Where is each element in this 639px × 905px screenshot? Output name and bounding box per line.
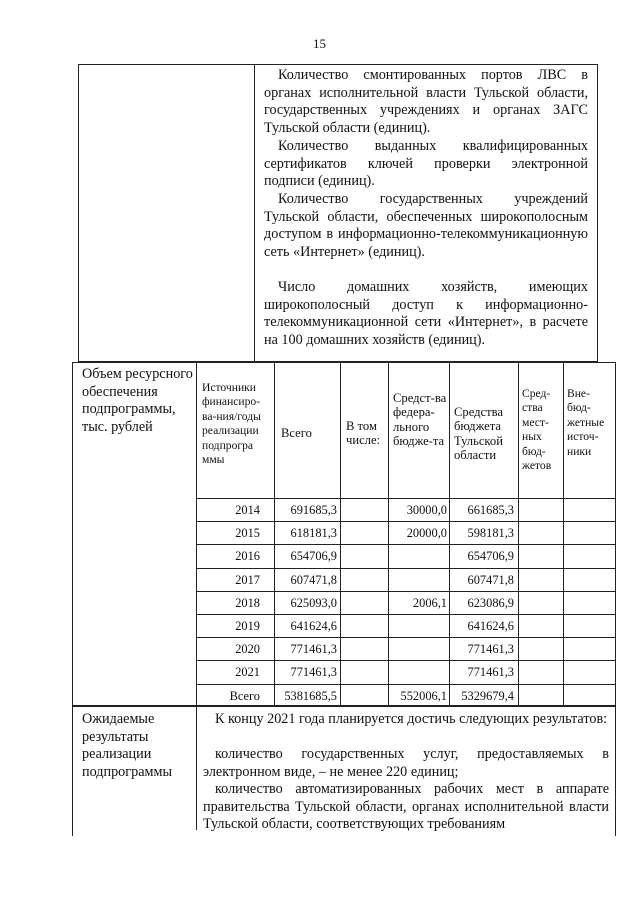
funding-cell-total: 625093,0: [290, 595, 337, 610]
funding-cell-total: 691685,3: [290, 503, 337, 517]
funding-cell-year: Всего: [229, 688, 260, 703]
header-incl: В том числе:: [346, 419, 381, 448]
funding-cell-regional: 771461,3: [467, 665, 514, 680]
table-row-line: [196, 568, 616, 569]
funding-cell-regional: 654706,9: [467, 549, 514, 564]
funding-label: Объем ресурсного обеспечения подпрограммы, тыс. рублей: [82, 366, 193, 435]
funding-cell-year: 2020: [235, 642, 260, 657]
table-row-line: [196, 660, 616, 661]
results-divider: [196, 706, 197, 830]
funding-cell-federal: 2006,1: [412, 595, 447, 610]
results-intro: К концу 2021 года планируется достичь следующих результатов:: [215, 711, 608, 727]
results-label: Ожидаемые результаты реализации подпрограммы: [82, 711, 172, 780]
table-row-line: [196, 614, 616, 615]
funding-cell-total: 607471,8: [290, 572, 337, 587]
funding-cell-regional: 641624,6: [467, 619, 514, 633]
funding-cell-year: 2014: [235, 503, 260, 517]
funding-cell-federal: 552006,1: [400, 688, 447, 703]
table-row-line: [196, 684, 616, 685]
header-extra: Вне-бюд-жетные источ-ники: [567, 387, 605, 458]
indicator-households: Число домашних хозяйств, имеющих широкополосный доступ к информационно-телекоммуникационной сети «Интернет», в расчете на 100 домашних хозяйств (единиц).: [264, 279, 588, 348]
table-row-line: [196, 591, 616, 592]
funding-cell-year: 2017: [235, 572, 260, 587]
table-row-line: [196, 637, 616, 638]
results-services: количество государственных услуг, предоставляемых в электронном виде, – не менее 220 единиц;: [203, 746, 609, 780]
table-column-line: [340, 362, 341, 706]
header-total: Всего: [281, 426, 312, 440]
page-number: 15: [313, 36, 326, 51]
table-column-line: [563, 362, 564, 706]
funding-cell-regional: 771461,3: [467, 642, 514, 657]
funding-cell-total: 771461,3: [290, 665, 337, 680]
funding-cell-total: 641624,6: [290, 619, 337, 633]
funding-cell-regional: 661685,3: [467, 503, 514, 517]
indicators-divider: [254, 64, 255, 362]
header-federal: Средст-ва федера-льного бюдже-та: [393, 391, 447, 449]
funding-cell-federal: 20000,0: [406, 526, 447, 541]
table-row-line: [196, 544, 616, 545]
header-source: Источники финансиро-ва-ния/годы реализации подпрогра ммы: [202, 381, 261, 467]
funding-cell-total: 654706,9: [290, 549, 337, 564]
funding-cell-year: 2015: [235, 526, 260, 541]
funding-cell-total: 771461,3: [290, 642, 337, 657]
indicator-certificates: Количество выданных квалифицированных сертификатов ключей проверки электронной подписи (единиц).: [264, 138, 588, 190]
funding-cell-federal: 30000,0: [406, 503, 447, 517]
table-row-line: [196, 521, 616, 522]
funding-cell-year: 2016: [235, 549, 260, 564]
funding-cell-year: 2019: [235, 619, 260, 633]
table-column-line: [518, 362, 519, 706]
funding-cell-regional: 5329679,4: [461, 688, 514, 703]
funding-cell-total: 618181,3: [290, 526, 337, 541]
header-local: Сред-ства мест-ных бюд-жетов: [522, 387, 552, 473]
header-regional: Средства бюджета Тульской области: [454, 405, 503, 463]
funding-cell-year: 2021: [235, 665, 260, 680]
table-header-line: [196, 498, 616, 499]
results-workplaces: количество автоматизированных рабочих мест в аппарате правительства Тульской области, органах исполнительной власти Тульской области, соответствующих требованиям: [203, 781, 609, 833]
funding-cell-year: 2018: [235, 595, 260, 610]
funding-cell-regional: 598181,3: [467, 526, 514, 541]
funding-cell-total: 5381685,5: [284, 688, 337, 703]
indicator-institutions: Количество государственных учреждений Тульской области, обеспеченных широкополосным доступом в информационно-телекоммуникационную сеть «Интернет» (единиц).: [264, 191, 588, 260]
indicator-ports: Количество смонтированных портов ЛВС в органах исполнительной власти Тульской области, государственных учреждениях и органах ЗАГС Тульской области (единиц).: [264, 67, 588, 136]
funding-cell-regional: 623086,9: [467, 595, 514, 610]
funding-cell-regional: 607471,8: [467, 572, 514, 587]
